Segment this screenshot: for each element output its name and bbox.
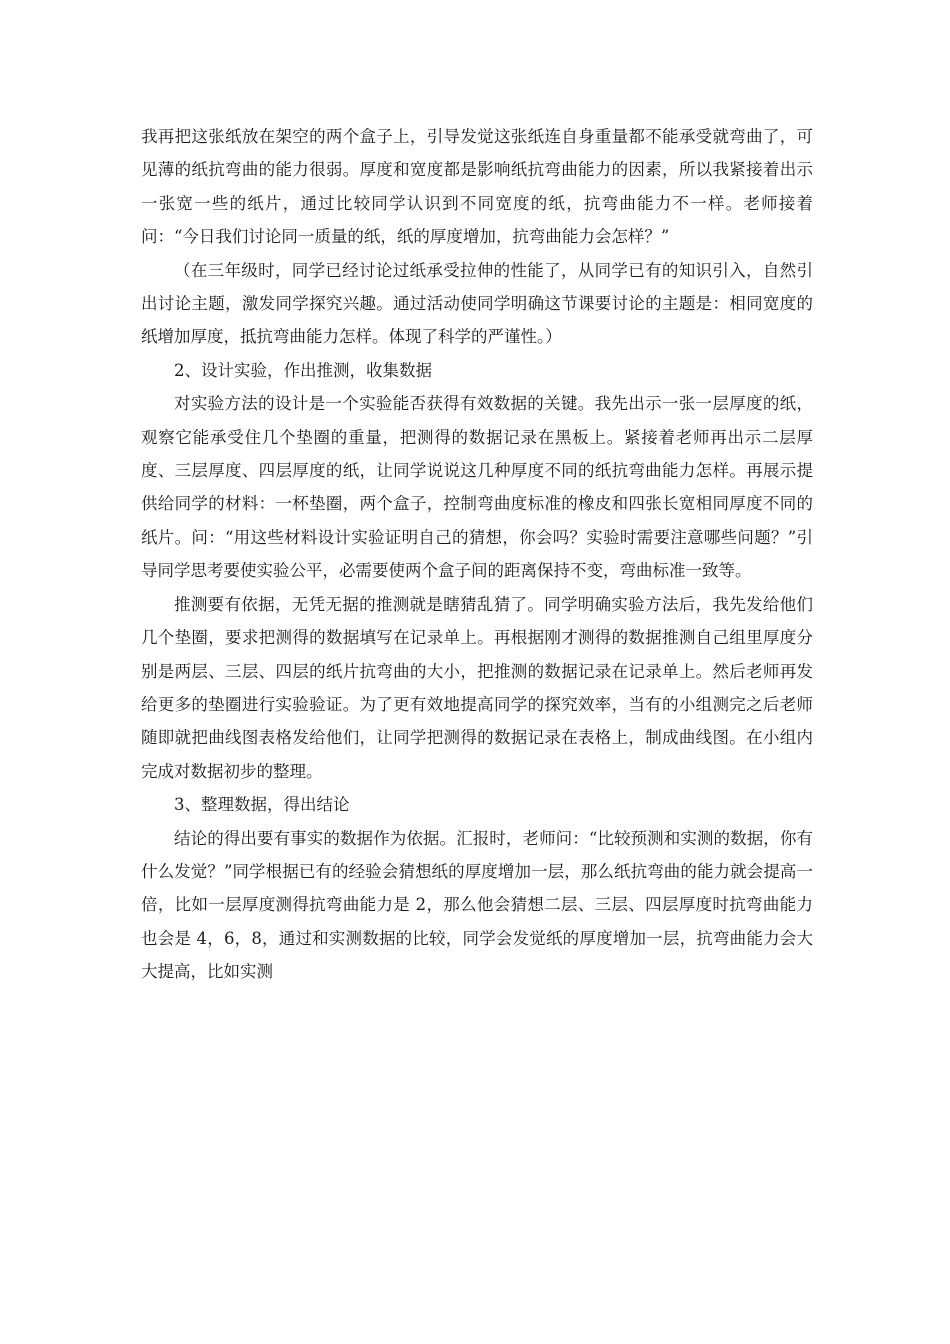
body-paragraph: 结论的得出要有事实的数据作为依据。汇报时，老师问：“比较预测和实测的数据，你有什么发觉？”同学根据已有的经验会猜想纸的厚度增加一层，那么纸抗弯曲的能力就会提高一倍，比如一层厚度测得抗弯曲能力是 2，那么他会猜想二层、三层、四层厚度时抗弯曲能力也会是 4，6，8，通过和实测数据的比较，同学会发觉纸的厚度增加一层，抗弯曲能力会大大提高，比如实测	[141, 828, 813, 982]
commentary-paragraph: （在三年级时，同学已经讨论过纸承受拉伸的性能了，从同学已有的知识引入，自然引出讨论主题，激发同学探究兴趣。通过活动使同学明确这节课要讨论的主题是：相同宽度的纸增加厚度，抵抗弯曲能力怎样。体现了科学的严谨性。）	[141, 260, 813, 347]
body-paragraph: 对实验方法的设计是一个实验能否获得有效数据的关键。我先出示一张一层厚度的纸，观察它能承受住几个垫圈的重量，把测得的数据记录在黑板上。紧接着老师再出示二层厚度、三层厚度、四层厚度的纸，让同学说说这几种厚度不同的纸抗弯曲能力怎样。再展示提供给同学的材料：一杯垫圈，两个盒子，控制弯曲度标准的橡皮和四张长宽相同厚度不同的纸片。问：“用这些材料设计实验证明自己的猜想，你会吗？实验时需要注意哪些问题？”引导同学思考要使实验公平，必需要使两个盒子间的距离保持不变，弯曲标准一致等。	[141, 394, 813, 581]
document-page	[141, 120, 813, 989]
section-heading: 2、设计实验，作出推测，收集数据	[174, 360, 432, 380]
body-paragraph: 我再把这张纸放在架空的两个盒子上，引导发觉这张纸连自身重量都不能承受就弯曲了，可见薄的纸抗弯曲的能力很弱。厚度和宽度都是影响纸抗弯曲能力的因素，所以我紧接着出示一张宽一些的纸片，通过比较同学认识到不同宽度的纸，抗弯曲能力不一样。老师接着问：“今日我们讨论同一质量的纸，纸的厚度增加，抗弯曲能力会怎样？”	[141, 127, 813, 247]
section-heading: 3、整理数据，得出结论	[174, 795, 350, 815]
body-paragraph: 推测要有依据，无凭无据的推测就是瞎猜乱猜了。同学明确实验方法后，我先发给他们几个垫圈，要求把测得的数据填写在记录单上。再根据刚才测得的数据推测自己组里厚度分别是两层、三层、四层的纸片抗弯曲的大小，把推测的数据记录在记录单上。然后老师再发给更多的垫圈进行实验验证。为了更有效地提高同学的探究效率，当有的小组测完之后老师随即就把曲线图表格发给他们，让同学把测得的数据记录在表格上，制成曲线图。在小组内完成对数据初步的整理。	[141, 594, 813, 781]
